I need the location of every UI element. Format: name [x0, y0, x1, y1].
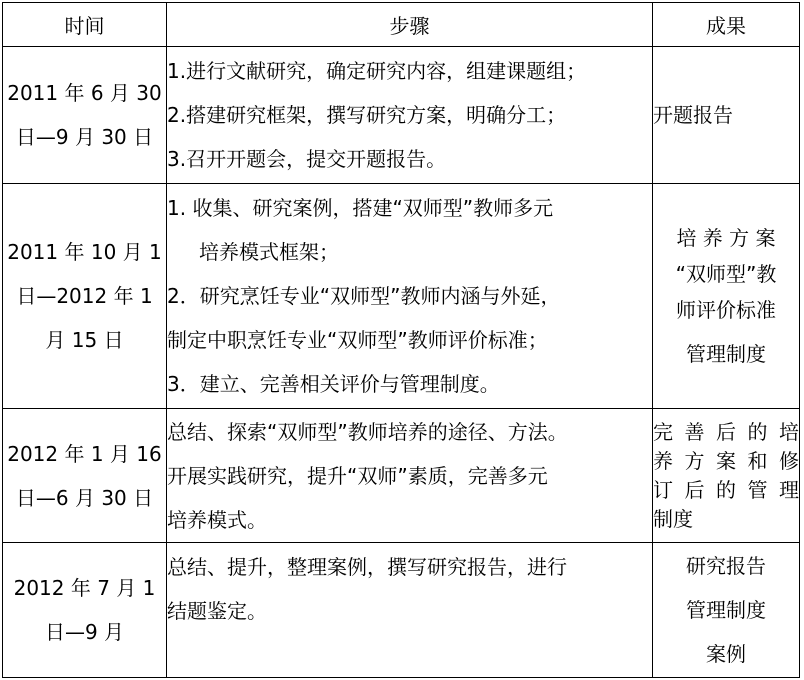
row-3-results: 完善后的培 养方案和修 订后的管理 制度	[653, 409, 800, 543]
row-4-time: 2012 年 7 月 1 日—9 月	[3, 543, 167, 678]
header-steps: 步骤	[167, 3, 653, 47]
row-1-steps: 1.进行文献研究，确定研究内容，组建课题组； 2.搭建研究框架，撰写研究方案，明确分工； 3.召开开题会，提交开题报告。	[167, 47, 653, 184]
table-row	[3, 409, 800, 543]
header-time: 时间	[3, 3, 167, 47]
header-results: 成果	[653, 3, 800, 47]
table-row	[3, 47, 800, 184]
row-3-steps: 总结、探索“双师型”教师培养的途径、方法。 开展实践研究，提升“双师”素质，完善多元 培养模式。	[167, 409, 653, 543]
row-2-results: 培 养 方 案 “双师型”教 师评价标准 管理制度	[653, 184, 800, 409]
row-4-steps: 总结、提升，整理案例，撰写研究报告，进行 结题鉴定。	[167, 543, 653, 678]
table-row	[3, 184, 800, 409]
table-row	[3, 543, 800, 678]
row-4-results: 研究报告 管理制度 案例	[653, 543, 800, 678]
research-schedule-table	[2, 2, 800, 678]
row-2-time: 2011 年 10 月 1 日—2012 年 1 月 15 日	[3, 184, 167, 409]
table-header-row	[3, 3, 800, 47]
row-1-results: 开题报告	[653, 47, 800, 184]
row-3-time: 2012 年 1 月 16 日—6 月 30 日	[3, 409, 167, 543]
row-1-time: 2011 年 6 月 30 日—9 月 30 日	[3, 47, 167, 184]
row-2-steps: 1. 收集、研究案例，搭建“双师型”教师多元 培养模式框架； 2．研究烹饪专业“双师型”教师内涵与外延， 制定中职烹饪专业“双师型”教师评价标准； 3．建立、完善相关评价与管理制度。	[167, 184, 653, 409]
